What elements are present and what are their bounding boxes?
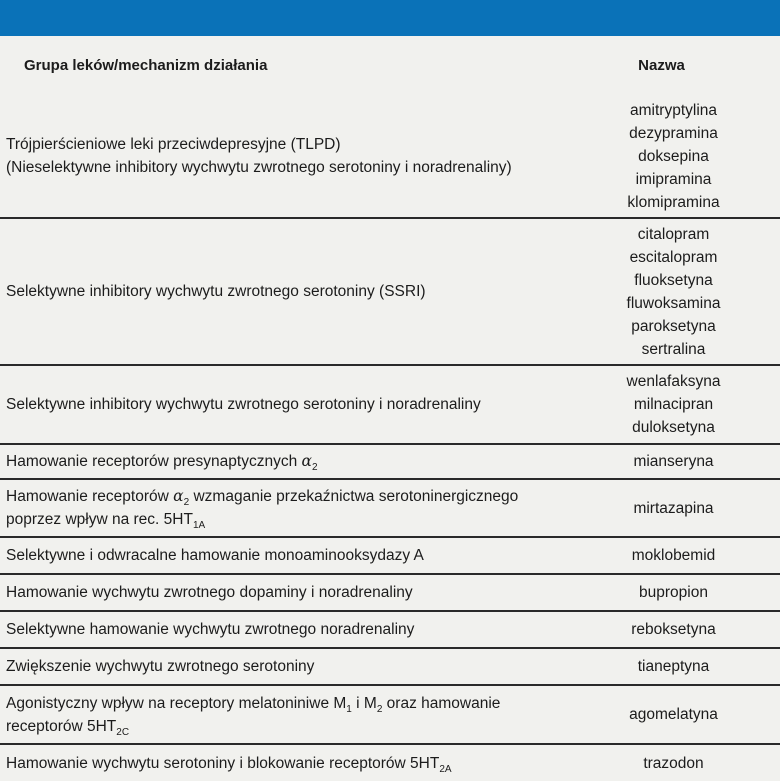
- drug-name: dezypramina: [629, 124, 718, 142]
- group-cell: Hamowanie receptorów presynaptycznych $\alpha_2$: [6, 452, 318, 473]
- name-cell: [575, 655, 780, 678]
- drug-name: wenlafaksyna: [626, 373, 721, 390]
- table-row: [0, 480, 780, 538]
- name-cell: [575, 223, 780, 361]
- name-cell: [575, 99, 780, 214]
- drug-name: citalopram: [637, 225, 710, 243]
- drug-name: fluwoksamina: [626, 294, 721, 312]
- name-cell: [575, 581, 780, 604]
- drug-table: [0, 36, 780, 781]
- name-cell: [575, 544, 780, 567]
- table-row: [0, 575, 780, 612]
- drug-name: doksepina: [638, 147, 709, 165]
- drug-name: escitalopram: [629, 248, 718, 266]
- name-cell: [575, 752, 780, 775]
- group-cell: Agonistyczny wpływ na receptory melatoniniwe $M_1$ i $M_2$ oraz hamowanie receptorów $5HT_{2C}$: [6, 694, 501, 738]
- table-row: [0, 366, 780, 445]
- drug-name: sertralina: [641, 340, 706, 358]
- column-header-name: Nazwa: [638, 57, 685, 74]
- group-cell: Trójpierścieniowe leki przeciwdepresyjne (TLPD) (Nieselektywne inhibitory wychwytu zwrotnego serotoniny i noradrenaliny): [6, 136, 512, 176]
- drug-name: tianeptyna: [637, 658, 710, 675]
- group-cell: Hamowanie wychwytu serotoniny i blokowanie receptorów $5HT_{2A}$: [6, 754, 452, 775]
- group-cell: Selektywne inhibitory wychwytu zwrotnego serotoniny i noradrenaliny: [6, 396, 481, 413]
- table-row: [0, 445, 780, 480]
- table-row: [0, 95, 780, 219]
- drug-name: paroksetyna: [631, 317, 716, 335]
- table-row: [0, 649, 780, 686]
- drug-name: fluoksetyna: [634, 271, 713, 289]
- drug-name: bupropion: [639, 584, 708, 601]
- table-row: [0, 538, 780, 575]
- name-cell: [575, 370, 780, 439]
- table-row: [0, 612, 780, 649]
- alpha-symbol: α: [173, 487, 184, 505]
- group-cell: Selektywne i odwracalne hamowanie monoaminooksydazy A: [6, 547, 424, 564]
- column-header-group: Grupa leków/mechanizm działania: [24, 57, 268, 74]
- drug-name: mirtazapina: [633, 499, 714, 517]
- drug-name: moklobemid: [631, 547, 716, 564]
- drug-name: mianseryna: [633, 453, 714, 470]
- table-row: [0, 686, 780, 745]
- table-header: [0, 36, 780, 95]
- drug-name: imipramina: [635, 170, 712, 188]
- table-row: [0, 219, 780, 366]
- group-cell: Zwiększenie wychwytu zwrotnego serotoniny: [6, 658, 315, 675]
- group-cell: Hamowanie receptorów $\alpha_2$ wzmaganie przekaźnictwa serotoninergicznego poprzez wpływ na rec. $5HT_{1A}$: [6, 487, 519, 531]
- name-cell: [575, 703, 780, 726]
- drug-name: duloksetyna: [632, 419, 715, 436]
- drug-name: agomelatyna: [629, 706, 718, 723]
- drug-name: trazodon: [643, 754, 704, 772]
- header-bar: [0, 0, 780, 36]
- alpha-symbol: α: [301, 452, 312, 470]
- group-cell: Hamowanie wychwytu zwrotnego dopaminy i noradrenaliny: [6, 584, 413, 601]
- drug-name: milnacipran: [633, 396, 714, 413]
- drug-name: klomipramina: [627, 193, 720, 211]
- name-cell: [575, 618, 780, 641]
- name-cell: [575, 497, 780, 520]
- group-cell: Selektywne hamowanie wychwytu zwrotnego noradrenaliny: [6, 621, 415, 638]
- drug-name: amitryptylina: [630, 101, 717, 119]
- table-row: [0, 745, 780, 781]
- name-cell: [575, 450, 780, 473]
- group-cell: Selektywne inhibitory wychwytu zwrotnego serotoniny (SSRI): [6, 283, 426, 300]
- drug-name: reboksetyna: [631, 621, 716, 638]
